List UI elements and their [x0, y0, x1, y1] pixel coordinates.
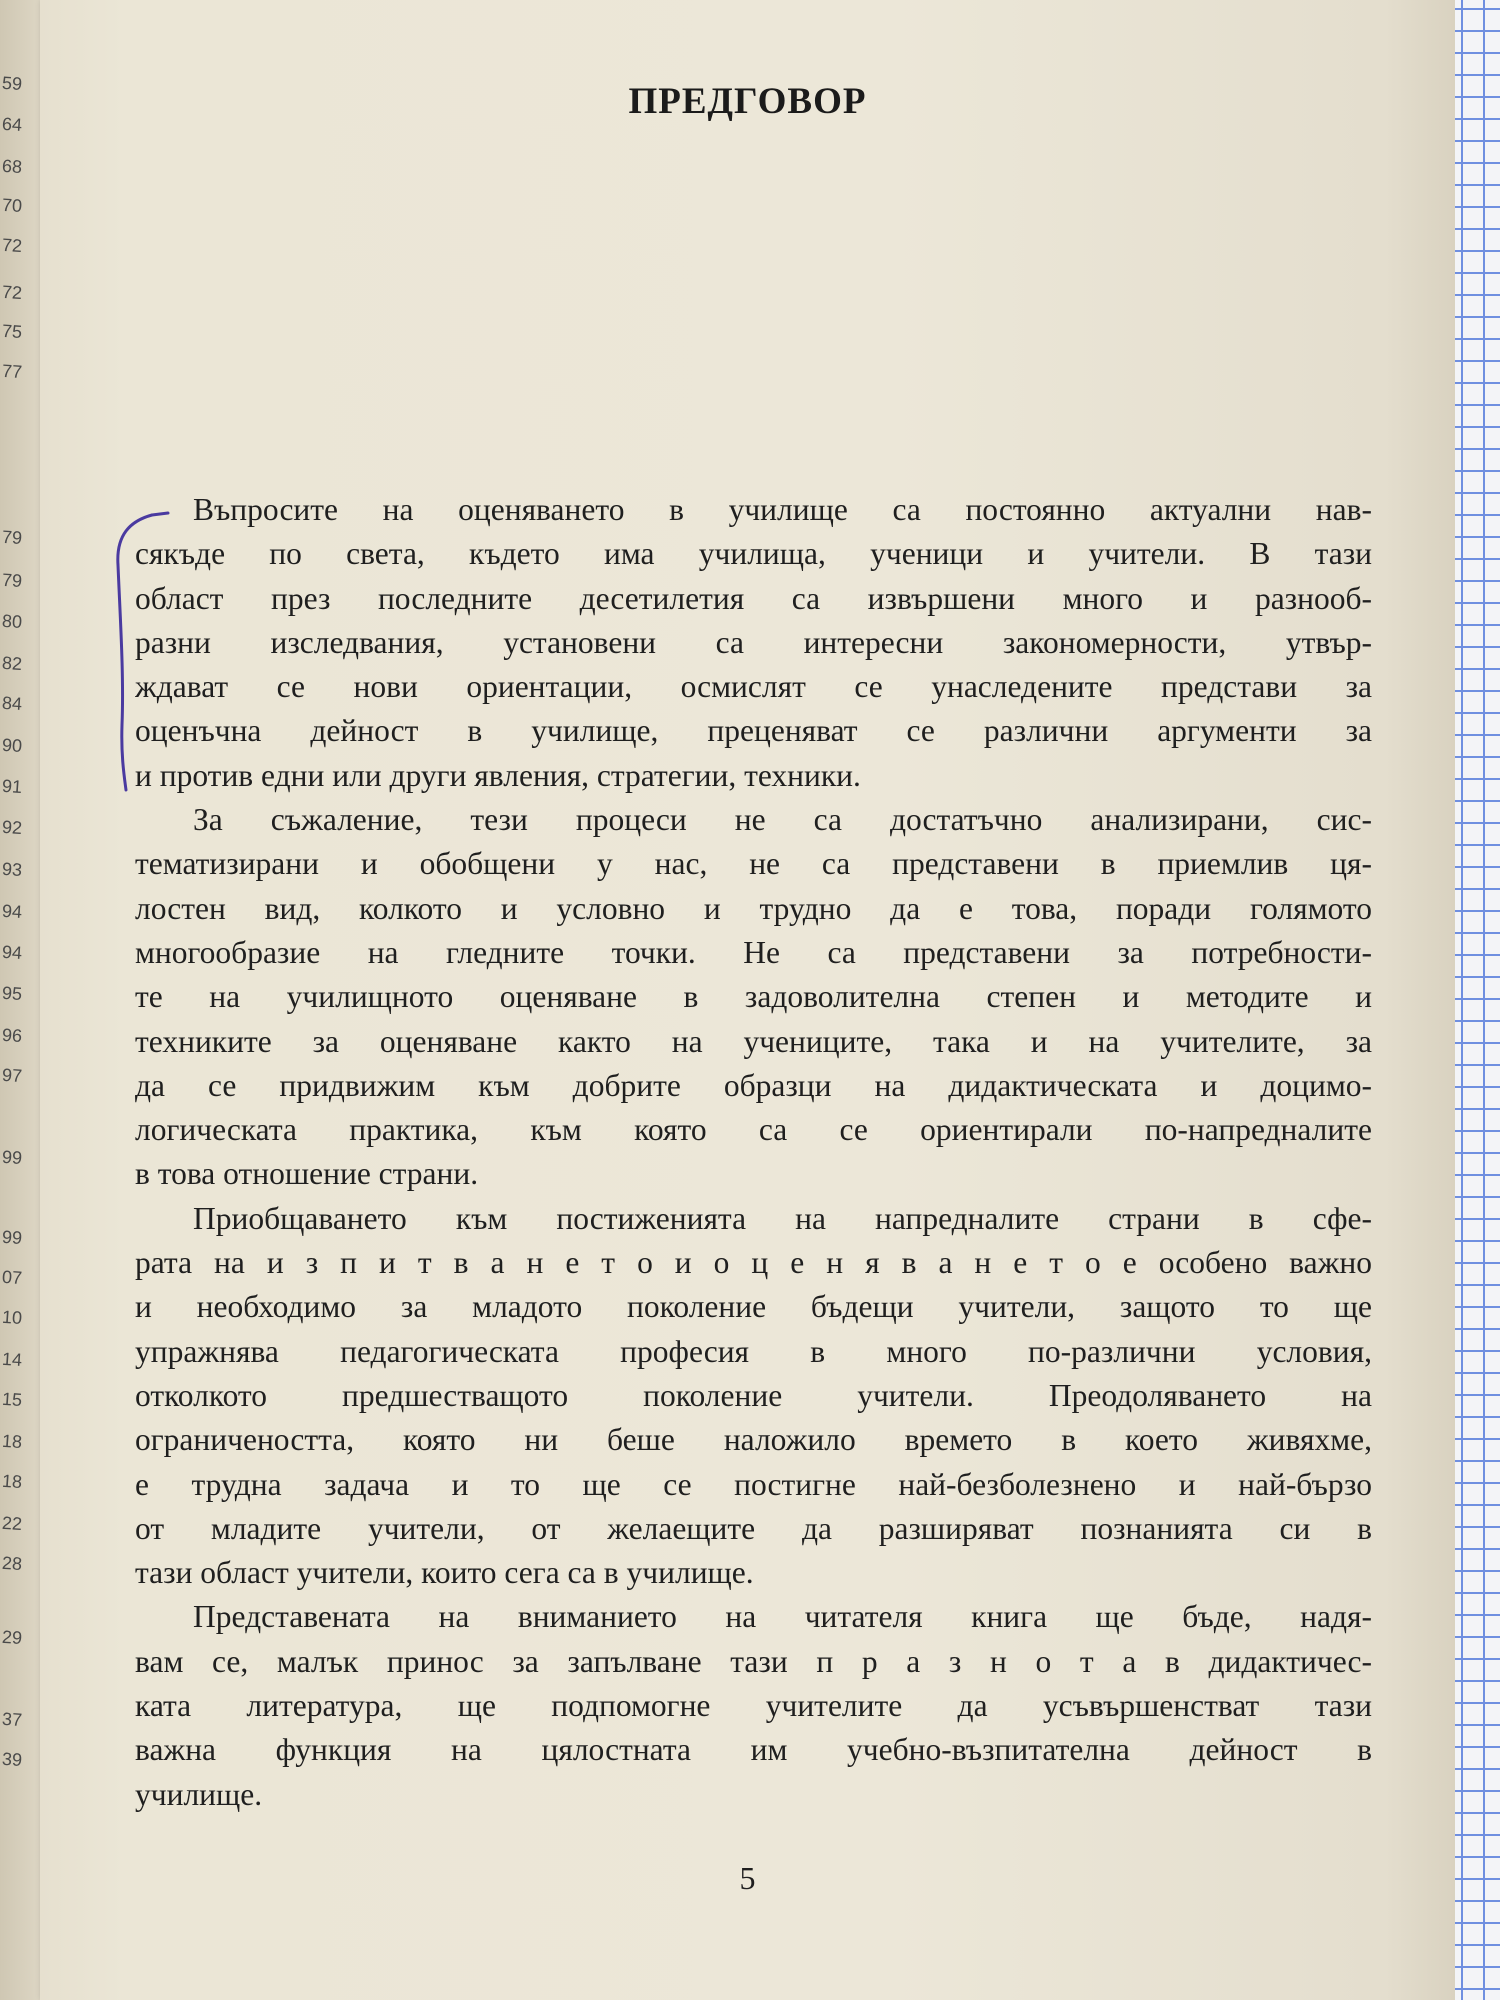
prev-page-number: 84: [1, 692, 23, 715]
prev-page-number: 18: [1, 1430, 23, 1453]
text-line: оценъчна дейност в училище, преценяват се различни аргументи за: [135, 713, 1372, 749]
prev-page-number: 77: [1, 360, 23, 383]
prev-page-number: 91: [1, 775, 23, 798]
prev-page-number: 15: [1, 1388, 23, 1411]
text-line: отколкото предшестващото поколение учители. Преодоляването на: [135, 1377, 1372, 1413]
prev-page-number: 79: [1, 526, 23, 549]
book-page: [40, 0, 1455, 2000]
page-number: 5: [739, 1860, 756, 1896]
text-line: важна функция на цялостната им учебно-възпитателна дейност в: [135, 1732, 1372, 1768]
prev-page-number: 39: [1, 1748, 23, 1771]
text-line: от младите учители, от желаещите да разширяват познанията си в: [135, 1510, 1372, 1546]
text-line: техниките за оценяване както на учениците, така и на учителите, за: [135, 1023, 1372, 1059]
page-title: ПРЕДГОВОР: [628, 81, 867, 122]
text-line: Представената на вниманието на читателя книга ще бъде, надя-: [193, 1599, 1372, 1635]
prev-page-number: 94: [1, 900, 23, 923]
text-line: и против едни или други явления, стратегии, техники.: [135, 757, 861, 793]
text-line: ката литература, ще подпомогне учителите да усъвършенстват тази: [135, 1688, 1372, 1724]
text-line: област през последните десетилетия са извършени много и разнооб-: [135, 580, 1372, 616]
prev-page-number: 22: [1, 1512, 23, 1535]
prev-page-number: 80: [1, 610, 23, 633]
text-line: логическата практика, към която са се ориентирали по-напредналите: [135, 1112, 1372, 1148]
text-line: ограничеността, която ни беше наложило времето в което живяхме,: [135, 1422, 1372, 1458]
text-line: Въпросите на оценяването в училище са постоянно актуални нав-: [193, 492, 1372, 527]
preface-text: [135, 488, 1372, 1817]
text-line: сякъде по света, където има училища, ученици и учители. В тази: [135, 536, 1372, 572]
prev-page-number: 90: [1, 734, 23, 757]
prev-page-number: 37: [1, 1708, 23, 1731]
text-line: разни изследвания, установени са интересни закономерности, утвър-: [135, 624, 1372, 660]
text-line: рата на и з п и т в а н е т о и о ц е н я в а н е т о е особено важно: [135, 1245, 1372, 1281]
prev-page-number: 10: [1, 1306, 23, 1329]
text-line: тази област учители, които сега са в училище.: [135, 1555, 754, 1591]
text-line: и необходимо за младото поколение бъдещи учители, защото то ще: [135, 1289, 1372, 1325]
grid-notebook-edge: [1455, 0, 1500, 2000]
text-line: ждават се нови ориентации, осмислят се унаследените представи за: [135, 669, 1372, 705]
prev-page-number: 99: [1, 1146, 23, 1169]
text-line: упражнява педагогическата професия в много по-различни условия,: [135, 1333, 1372, 1369]
text-line: тематизирани и обобщени у нас, не са представени в приемлив ця-: [135, 846, 1372, 882]
prev-page-number: 18: [1, 1470, 23, 1493]
prev-page-number: 96: [1, 1024, 23, 1047]
prev-page-number: 79: [1, 569, 23, 592]
prev-page-number: 68: [1, 155, 23, 178]
prev-page-number: 82: [1, 652, 23, 675]
prev-page-number: 75: [1, 320, 23, 343]
prev-page-number: 70: [1, 194, 23, 217]
prev-page-number: 99: [1, 1226, 23, 1249]
prev-page-number: 29: [1, 1626, 23, 1649]
text-line: Приобщаването към постиженията на напредналите страни в сфе-: [193, 1200, 1372, 1236]
prev-page-number: 97: [1, 1064, 23, 1087]
text-line: многообразие на гледните точки. Не са представени за потребности-: [135, 934, 1372, 970]
prev-page-number: 59: [1, 72, 23, 95]
text-line: в това отношение страни.: [135, 1156, 479, 1192]
text-line: да се придвижим към добрите образци на дидактическата и доцимо-: [135, 1067, 1372, 1103]
prev-page-number: 94: [1, 941, 23, 964]
text-line: те на училищното оценяване в задоволителна степен и методите и: [135, 979, 1372, 1015]
prev-page-number: 72: [1, 281, 23, 304]
prev-page-number: 28: [1, 1552, 23, 1575]
prev-page-number: 93: [1, 858, 23, 881]
prev-page-number: 92: [1, 816, 23, 839]
prev-page-number: 07: [1, 1266, 23, 1289]
prev-page-number: 95: [1, 982, 23, 1005]
text-line: За съжаление, тези процеси не са достатъчно анализирани, сис-: [193, 802, 1372, 838]
previous-page-numbers: [0, 0, 40, 2000]
prev-page-number: 14: [1, 1348, 23, 1371]
text-line: е трудна задача и то ще се постигне най-безболезнено и най-бързо: [135, 1466, 1372, 1502]
text-line: вам се, малък принос за запълване тази п р а з н о т а в дидактичес-: [135, 1643, 1372, 1679]
prev-page-number: 72: [1, 234, 23, 257]
text-line: лостен вид, колкото и условно и трудно да е това, поради голямото: [135, 890, 1372, 926]
prev-page-number: 64: [1, 113, 23, 136]
text-line: училище.: [135, 1776, 263, 1812]
